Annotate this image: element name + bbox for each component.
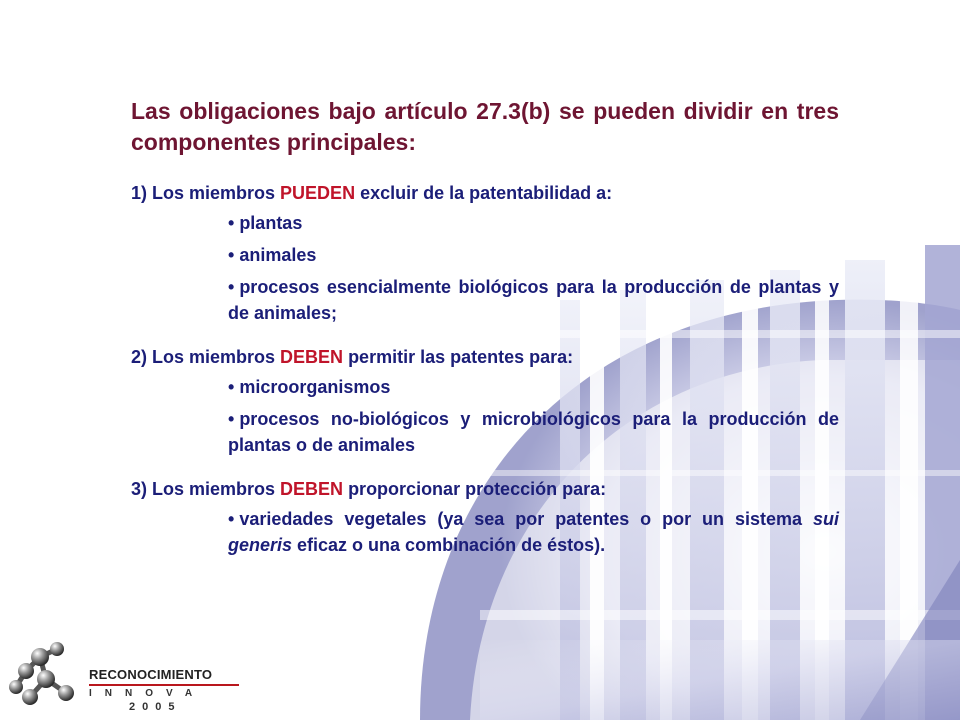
bullet-list [131,506,839,558]
keyword: DEBEN [280,479,344,499]
list-item: • animales [228,245,317,265]
list-item: • microorganismos [228,377,391,397]
slide-body [131,96,839,564]
slide-title: Las obligaciones bajo artículo 27.3(b) se pueden dividir en tres componentes principales: [131,98,839,155]
keyword: PUEDEN [280,183,356,203]
list-item: • procesos no-biológicos y microbiológicos para la producción de plantas o de animales [228,409,839,455]
list-item: • procesos esencialmente biológicos para la producción de plantas y de animales; [228,277,839,323]
list-item: • variedades vegetales (ya sea por patentes o por un sistema sui generis eficaz o una combinación de éstos). [228,509,839,555]
bullet-icon: • [228,277,235,297]
section-heading: 1) Los miembros PUEDEN excluir de la patentabilidad a: [131,183,613,203]
keyword: DEBEN [280,347,344,367]
bullet-list [131,374,839,458]
section-2 [131,347,839,458]
bullet-list [131,210,839,326]
logo-divider [89,684,239,686]
bullet-icon: • [228,377,235,397]
bullet-icon: • [228,509,235,529]
section-1 [131,183,839,326]
logo-year: 2005 [129,701,182,713]
list-item: • plantas [228,213,303,233]
italic-term: sui generis [228,509,839,555]
logo-subtitle: INNOVA [89,688,206,699]
logo-name: RECONOCIMIENTO [89,667,213,682]
section-heading: 3) Los miembros DEBEN proporcionar protección para: [131,479,607,499]
section-heading: 2) Los miembros DEBEN permitir las patentes para: [131,347,574,367]
section-3 [131,479,839,558]
bullet-icon: • [228,409,235,429]
bullet-icon: • [228,245,235,265]
bullet-icon: • [228,213,235,233]
